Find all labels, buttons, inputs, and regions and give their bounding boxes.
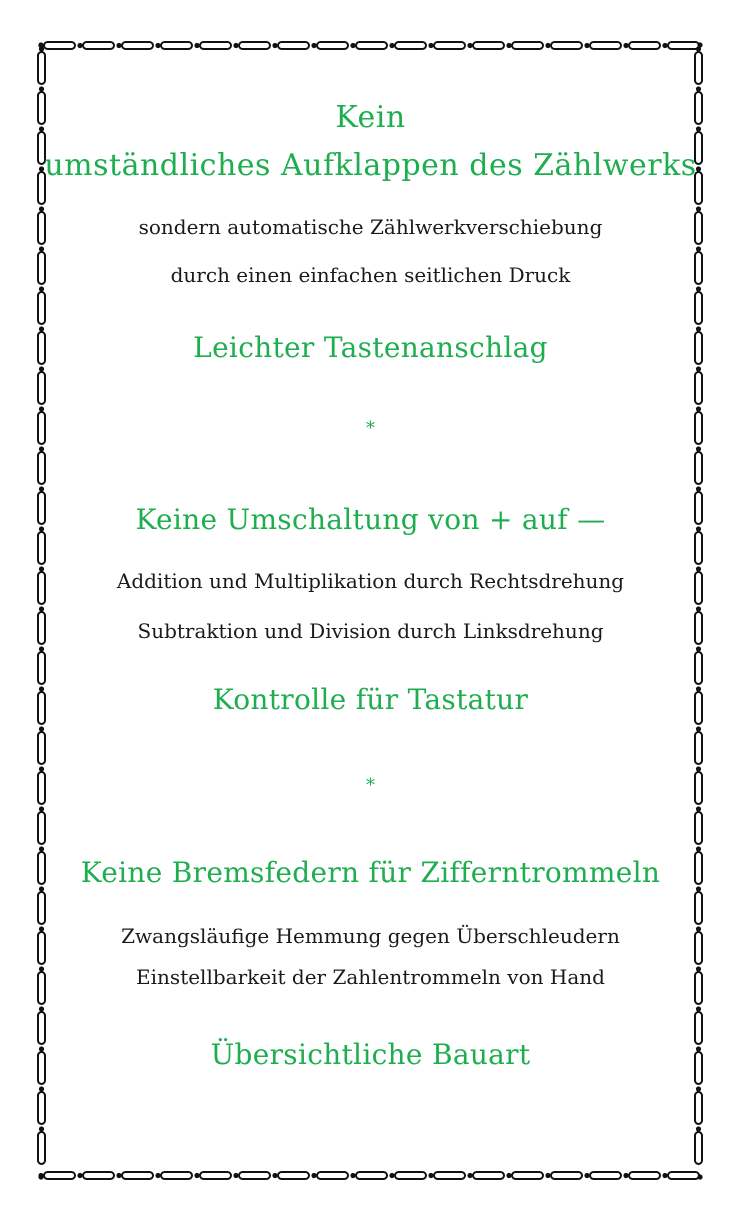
- border-joint: [39, 86, 44, 91]
- separator-star-1: *: [366, 418, 375, 439]
- border-link: [695, 732, 702, 764]
- section2-desc-line2: Subtraktion und Division durch Linksdrehung: [137, 619, 604, 643]
- border-link: [278, 42, 309, 49]
- border-joint: [623, 43, 628, 48]
- border-joint: [39, 286, 44, 291]
- border-joint: [696, 1126, 701, 1131]
- border-joint: [584, 43, 589, 48]
- border-link: [38, 372, 45, 404]
- section2-subheading: Kontrolle für Tastatur: [212, 683, 529, 716]
- border-joint: [696, 846, 701, 851]
- border-link: [38, 452, 45, 484]
- border-joint: [696, 1086, 701, 1091]
- border-link: [38, 732, 45, 764]
- border-joint: [584, 1173, 589, 1178]
- border-joint: [77, 1173, 82, 1178]
- border-joint: [696, 206, 701, 211]
- section1-subheading: Leichter Tastenanschlag: [193, 331, 548, 364]
- border-joint: [39, 766, 44, 771]
- border-joint: [696, 286, 701, 291]
- border-link: [473, 42, 504, 49]
- decorative-border: [36, 40, 705, 1182]
- border-link: [44, 42, 75, 49]
- border-link: [161, 42, 192, 49]
- border-link: [629, 42, 660, 49]
- border-joint: [696, 766, 701, 771]
- border-link: [695, 452, 702, 484]
- border-joint: [311, 1173, 316, 1178]
- border-link: [434, 42, 465, 49]
- section3-desc-line1: Zwangsläufige Hemmung gegen Überschleudern: [121, 924, 620, 948]
- border-joint: [506, 1173, 511, 1178]
- border-joint: [545, 43, 550, 48]
- border-link: [83, 42, 114, 49]
- border-link: [551, 1172, 582, 1179]
- border-link: [695, 52, 702, 84]
- border-joint: [39, 606, 44, 611]
- border-joint: [39, 726, 44, 731]
- border-link: [239, 1172, 270, 1179]
- border-joint: [116, 43, 121, 48]
- border-link: [38, 652, 45, 684]
- border-joint: [39, 406, 44, 411]
- border-joint: [696, 366, 701, 371]
- border-joint: [696, 646, 701, 651]
- border-joint: [697, 1174, 702, 1179]
- border-link: [356, 42, 387, 49]
- border-joint: [428, 43, 433, 48]
- border-link: [695, 372, 702, 404]
- border-joint: [233, 43, 238, 48]
- border-link: [695, 1092, 702, 1124]
- border-joint: [38, 42, 43, 47]
- border-link: [512, 42, 543, 49]
- border-link: [38, 812, 45, 844]
- border-link: [239, 42, 270, 49]
- border-joint: [233, 1173, 238, 1178]
- border-joint: [623, 1173, 628, 1178]
- border-joint: [696, 606, 701, 611]
- border-joint: [39, 1006, 44, 1011]
- border-joint: [696, 86, 701, 91]
- border-joint: [389, 1173, 394, 1178]
- border-joint: [696, 406, 701, 411]
- border-joint: [389, 43, 394, 48]
- section2-desc-line1: Addition und Multiplikation durch Rechtsdrehung: [116, 569, 625, 593]
- border-link: [200, 1172, 231, 1179]
- border-link: [629, 1172, 660, 1179]
- border-joint: [696, 486, 701, 491]
- border-joint: [39, 446, 44, 451]
- section3-title: Keine Bremsfedern für Zifferntrommeln: [80, 856, 661, 889]
- border-joint: [155, 1173, 160, 1178]
- border-link: [278, 1172, 309, 1179]
- border-joint: [696, 1006, 701, 1011]
- border-link: [695, 1132, 702, 1164]
- border-joint: [116, 1173, 121, 1178]
- border-joint: [39, 646, 44, 651]
- border-joint: [662, 1173, 667, 1178]
- border-link: [317, 1172, 348, 1179]
- border-link: [161, 1172, 192, 1179]
- border-link: [122, 42, 153, 49]
- section2-title: Keine Umschaltung von + auf —: [135, 503, 606, 536]
- border-link: [38, 52, 45, 84]
- border-joint: [350, 43, 355, 48]
- border-joint: [545, 1173, 550, 1178]
- border-joint: [194, 1173, 199, 1178]
- border-link: [695, 892, 702, 924]
- border-link: [395, 42, 426, 49]
- border-joint: [467, 43, 472, 48]
- border-joint: [272, 43, 277, 48]
- border-link: [695, 812, 702, 844]
- border-joint: [38, 1174, 43, 1179]
- section3-subheading: Übersichtliche Bauart: [210, 1038, 531, 1071]
- border-link: [434, 1172, 465, 1179]
- section1-desc-line2: durch einen einfachen seitlichen Druck: [170, 263, 571, 287]
- border-link: [38, 1092, 45, 1124]
- border-link: [668, 42, 699, 49]
- border-link: [668, 1172, 699, 1179]
- border-link: [200, 42, 231, 49]
- border-link: [551, 42, 582, 49]
- section1-title-line1: Kein: [335, 100, 406, 135]
- border-joint: [39, 1086, 44, 1091]
- section1-title-line2: umständliches Aufklappen des Zählwerks: [44, 148, 697, 183]
- border-joint: [696, 446, 701, 451]
- border-link: [473, 1172, 504, 1179]
- border-joint: [39, 846, 44, 851]
- border-link: [83, 1172, 114, 1179]
- border-link: [44, 1172, 75, 1179]
- border-link: [695, 532, 702, 564]
- border-joint: [155, 43, 160, 48]
- border-link: [38, 892, 45, 924]
- border-link: [590, 1172, 621, 1179]
- border-joint: [194, 43, 199, 48]
- border-joint: [506, 43, 511, 48]
- border-link: [38, 1132, 45, 1164]
- separator-star-2: *: [366, 775, 375, 796]
- border-link: [38, 292, 45, 324]
- border-link: [122, 1172, 153, 1179]
- border-joint: [39, 366, 44, 371]
- border-joint: [467, 1173, 472, 1178]
- chain-border-ornament: [36, 40, 705, 1182]
- border-joint: [696, 726, 701, 731]
- border-link: [317, 42, 348, 49]
- border-link: [695, 652, 702, 684]
- border-joint: [696, 246, 701, 251]
- border-joint: [39, 246, 44, 251]
- border-joint: [662, 43, 667, 48]
- border-joint: [350, 1173, 355, 1178]
- border-link: [395, 1172, 426, 1179]
- border-joint: [311, 43, 316, 48]
- section3-desc-line2: Einstellbarkeit der Zahlentrommeln von Hand: [136, 965, 605, 989]
- border-joint: [697, 42, 702, 47]
- border-joint: [428, 1173, 433, 1178]
- border-link: [590, 42, 621, 49]
- border-joint: [39, 206, 44, 211]
- border-joint: [39, 486, 44, 491]
- border-joint: [696, 806, 701, 811]
- border-joint: [39, 1126, 44, 1131]
- border-joint: [39, 806, 44, 811]
- border-link: [356, 1172, 387, 1179]
- section1-desc-line1: sondern automatische Zählwerkverschiebung: [138, 215, 603, 239]
- border-joint: [77, 43, 82, 48]
- border-link: [38, 532, 45, 564]
- border-link: [695, 292, 702, 324]
- border-joint: [272, 1173, 277, 1178]
- border-link: [512, 1172, 543, 1179]
